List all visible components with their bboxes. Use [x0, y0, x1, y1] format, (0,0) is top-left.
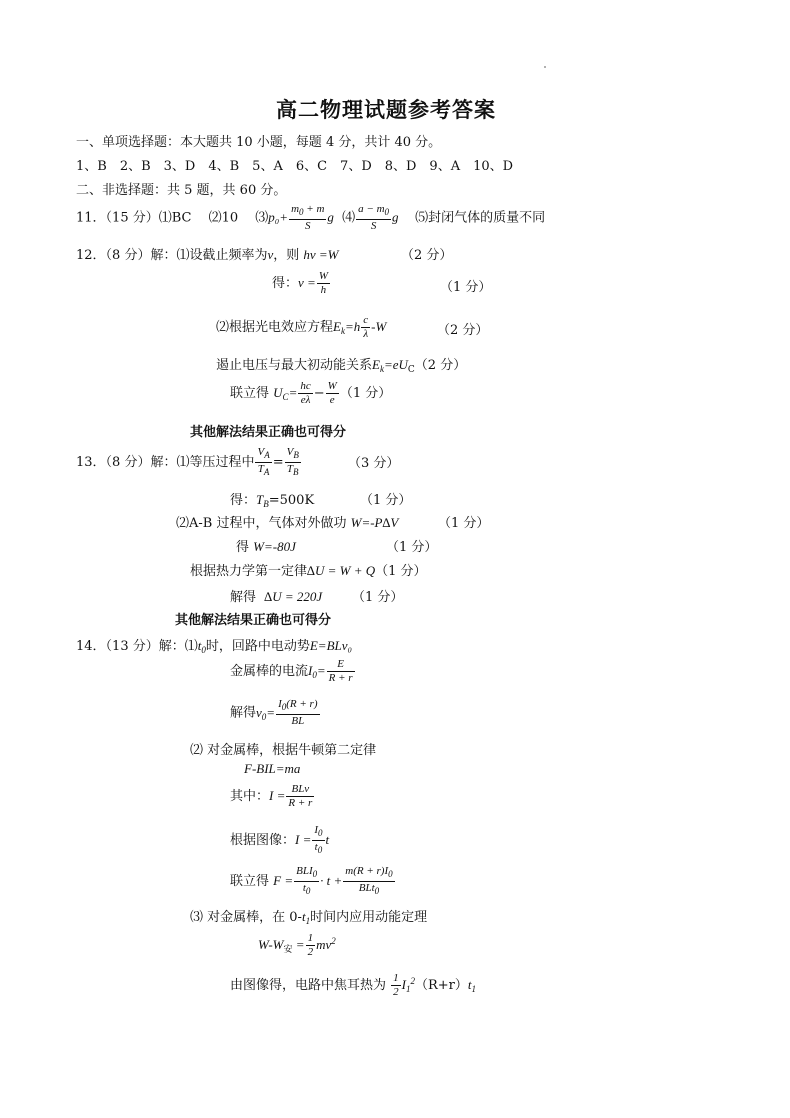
q13-line2: 得：$T_B=500K$: [230, 492, 315, 509]
q14-head2: 时，回路中电动势: [205, 639, 310, 654]
q11-fraction-2: $\frac{a - m_0}{S}$: [358, 203, 390, 232]
q12-head2: ，则: [273, 248, 300, 263]
q13-line4: [236, 536, 296, 555]
q12-score3: （2 分）: [437, 323, 489, 338]
q11-p0: p₀+: [268, 209, 289, 225]
q14-fraction-i0-t0: $\frac{I_0}{t_0}$: [314, 824, 323, 855]
q14-l6: 其中：: [230, 789, 270, 804]
q12-nu: ν: [267, 247, 274, 262]
q12-l5: 联立得: [230, 386, 270, 401]
q14-fraction-e-rr: $\frac{E}{R + r}$: [328, 658, 353, 684]
q13-fraction-vb-tb: $\frac{V_B}{T_B}$: [286, 446, 299, 477]
q14-l9: ⑶ 对金属棒，在 0-: [190, 910, 302, 925]
q12-l4eq: =eU: [383, 357, 408, 372]
q12-score1: （2 分）: [401, 248, 453, 263]
q14-line5: F-BIL=ma: [244, 761, 301, 776]
q14-l11b: （R+r）: [415, 978, 468, 993]
stray-dot: [544, 66, 546, 68]
q13-score1: （3 分）: [348, 456, 400, 471]
q14-eq1: E=BLv₀: [309, 638, 353, 653]
q11-line: [76, 203, 545, 233]
q13-score6: （1 分）: [352, 590, 404, 605]
q14-line6: 其中：I = $\frac{\text{BLv}}{R + r}$: [230, 783, 313, 809]
mc-answers: 1、B 2、B 3、D 4、B 5、A 6、C 7、D 8、D 9、A 10、D: [76, 159, 514, 174]
q14-line11: 由图像得，电路中焦耳热为 $\frac{1}{2}$ $I_1^2(R+r)t_1$: [230, 972, 477, 998]
q14-l3: 解得: [230, 705, 257, 721]
q13-line3: [176, 512, 398, 531]
q12-line3: ⑵根据光电效应方程$E_k=h$ $\frac{c}{\lambda}$ -W: [216, 314, 387, 340]
q12-fraction-hc: $\frac{hc}{e\lambda}$: [300, 380, 311, 406]
q14-fraction-blv: $\frac{\text{BLv}}{R + r}$: [288, 783, 313, 809]
q13-l6: 解得: [230, 590, 257, 605]
q14-l7: 根据图像：: [230, 833, 296, 848]
q12-l3c: -W: [371, 319, 387, 334]
q12-l3a: ⑵根据光电效应方程: [216, 320, 334, 335]
q13-note: 其他解法结果正确也可得分: [175, 613, 332, 628]
q14-l8: 联立得: [230, 874, 270, 889]
q12-eq1: hν =W: [303, 247, 339, 262]
q11-g1: g: [327, 209, 334, 225]
page-title: 高二物理试题参考答案: [276, 98, 496, 122]
q14-line1: 14．（13 分）解：$⑴t_0$时，回路中电动势E=BLv₀: [76, 638, 353, 655]
q13-l3eq: W=-P∆V: [350, 515, 399, 530]
q11-part5: ⑸封闭气体的质量不同: [415, 210, 546, 226]
q14-fraction-v0: $\frac{I_0(R + r)}{BL}$: [278, 698, 318, 727]
q13-line5: [190, 560, 427, 579]
q14-fraction-bli0: $\frac{BLI_0}{t_0}$: [296, 865, 318, 896]
q13-line6: [230, 586, 322, 605]
section-1-heading: 一、单项选择题：本大题共 10 小题，每题 4 分，共计 40 分。: [76, 135, 442, 150]
q12-line2: [272, 270, 331, 297]
q14-l10b: 安: [283, 945, 293, 955]
q11-g2: g: [392, 209, 399, 225]
q12-score5: （1 分）: [339, 386, 392, 401]
q13-l5eq: ∆U = W + Q: [307, 563, 376, 578]
q12-score4: （2 分）: [414, 358, 467, 373]
q13-l4: 得: [236, 540, 250, 555]
q14-line10: $W-W_安$ = $\frac{1}{2}$ $mv^2$: [258, 932, 336, 958]
q12-score2: （1 分）: [440, 280, 492, 295]
q12-note: 其他解法结果正确也可得分: [190, 425, 347, 440]
q14-l11: 由图像得，电路中焦耳热为: [230, 978, 387, 993]
q13-score3: （1 分）: [438, 516, 490, 531]
q12-de: 得：: [272, 276, 299, 291]
q12-fraction-we: $\frac{W}{e}$: [327, 380, 337, 406]
q13-l5: 根据热力学第一定律: [190, 564, 308, 579]
q14-l10: W-W: [258, 937, 284, 952]
q14-l9b: 时间内应用动能定理: [310, 910, 428, 925]
q12-fraction-c-lambda: $\frac{c}{\lambda}$: [363, 314, 369, 340]
q12-l4: 遏止电压与最大初动能关系: [216, 358, 373, 373]
q14-l2: 金属棒的电流: [230, 664, 309, 679]
section-2-heading: 二、非选择题：共 5 题，共 60 分。: [76, 183, 287, 198]
q12-nu-eq: ν =: [298, 275, 316, 290]
q14-line9: ⑶ 对金属棒，在 $0-t_1$时间内应用动能定理: [190, 909, 428, 926]
q14-line4: ⑵ 对金属棒，根据牛顿第二定律: [190, 743, 377, 758]
q14-line3: 解得$v_0=$ $\frac{I_0(R + r)}{BL}$: [230, 698, 318, 727]
q11-head: 11．（15 分）⑴BC ⑵10 ⑶: [76, 210, 269, 226]
q12-line4: 遏止电压与最大初动能关系$E_k=eU_C(2$ 分）: [216, 357, 467, 375]
q13-fraction-va-ta: $\frac{V_A}{T_A}$: [257, 446, 270, 477]
q13-l2eq: =500K: [268, 493, 315, 508]
q12-line1: [76, 244, 339, 263]
q14-fraction-half-2: $\frac{1}{2}$: [393, 972, 399, 998]
q11-fraction-1: $\frac{m_0 + m}{S}$: [291, 203, 325, 232]
q13-l4eq: W=-80J: [253, 539, 296, 554]
q13-score2: （1 分）: [360, 493, 412, 508]
q12-l3b: =h: [344, 319, 361, 334]
q13-l2: 得：: [230, 493, 257, 508]
q13-score4: （1 分）: [386, 540, 438, 555]
q11-part4: ⑷: [342, 210, 356, 226]
q13-l6eq: ∆U = 220J: [264, 589, 323, 604]
q13-l3: ⑵A-B 过程中，气体对外做功: [176, 516, 347, 531]
q12-fraction-w-h: $\frac{W}{h}$: [318, 270, 328, 296]
q12-line5: 联立得 $U_C=$ $\frac{hc}{e\lambda}$ − $\frac{W}{e}$ （1 分）: [230, 380, 392, 406]
q14-fraction-half: $\frac{1}{2}$: [307, 932, 314, 958]
q14-fraction-mrr: $\frac{m(R + r)I_0}{BLt_0}$: [345, 865, 393, 896]
q14-line2: 金属棒的电流$I_0=$ $\frac{E}{R + r}$: [230, 658, 353, 684]
q13-line1: 13．（8 分）解：⑴等压过程中 $\frac{V_A}{T_A}$ = $\frac{V_B}{T_B}$: [76, 446, 299, 477]
q12-head: 12．（8 分）解：⑴设截止频率为: [76, 248, 268, 263]
q14-line8: 联立得 F = $\frac{BLI_0}{t_0}$ · t + $\frac{m(R + r)I_0}{BLt_0}$: [230, 865, 393, 896]
q13-score5: （1 分）: [375, 564, 427, 579]
q13-head: 13．（8 分）解：⑴等压过程中: [76, 455, 255, 470]
q14-head: 14．（13 分）解：⑴: [76, 639, 198, 654]
q14-line7: 根据图像：I = $\frac{I_0}{t_0}$ t: [230, 824, 330, 855]
